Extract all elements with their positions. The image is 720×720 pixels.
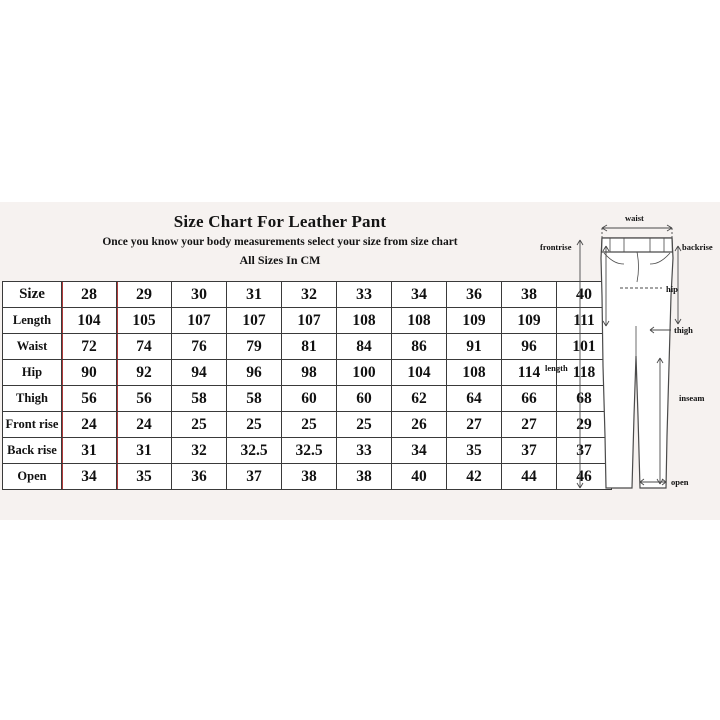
cell-open-29: 35 — [117, 464, 172, 490]
cell-waist-32: 81 — [282, 334, 337, 360]
cell-waist-34: 86 — [392, 334, 447, 360]
cell-hip-31: 96 — [227, 360, 282, 386]
cell-length-33: 108 — [337, 308, 392, 334]
cell-back-rise-32: 32.5 — [282, 438, 337, 464]
cell-thigh-33: 60 — [337, 386, 392, 412]
cell-hip-36: 108 — [447, 360, 502, 386]
label-thigh: thigh — [674, 325, 693, 335]
cell-front-rise-30: 25 — [172, 412, 227, 438]
table-row-hip — [3, 360, 612, 386]
cell-length-30: 107 — [172, 308, 227, 334]
cell-hip-38: 114 — [502, 360, 557, 386]
cell-open-28: 34 — [62, 464, 117, 490]
table-header-size-40: 40 — [557, 282, 612, 308]
cell-hip-28: 90 — [62, 360, 117, 386]
cell-front-rise-34: 26 — [392, 412, 447, 438]
cell-length-32: 107 — [282, 308, 337, 334]
cell-hip-29: 92 — [117, 360, 172, 386]
cell-back-rise-28: 31 — [62, 438, 117, 464]
cell-waist-33: 84 — [337, 334, 392, 360]
cell-open-34: 40 — [392, 464, 447, 490]
cell-open-40: 46 — [557, 464, 612, 490]
cell-length-40: 111 — [557, 308, 612, 334]
cell-front-rise-29: 24 — [117, 412, 172, 438]
cell-front-rise-31: 25 — [227, 412, 282, 438]
size-chart-table-body — [3, 282, 612, 490]
cell-length-38: 109 — [502, 308, 557, 334]
cell-waist-31: 79 — [227, 334, 282, 360]
cell-open-38: 44 — [502, 464, 557, 490]
label-hip: hip — [666, 284, 678, 294]
cell-thigh-34: 62 — [392, 386, 447, 412]
row-label-front-rise: Front rise — [3, 412, 62, 438]
cell-waist-29: 74 — [117, 334, 172, 360]
cell-open-36: 42 — [447, 464, 502, 490]
cell-thigh-29: 56 — [117, 386, 172, 412]
cell-hip-30: 94 — [172, 360, 227, 386]
cell-waist-40: 101 — [557, 334, 612, 360]
cell-open-30: 36 — [172, 464, 227, 490]
cell-hip-32: 98 — [282, 360, 337, 386]
cell-back-rise-34: 34 — [392, 438, 447, 464]
cell-front-rise-33: 25 — [337, 412, 392, 438]
cell-hip-34: 104 — [392, 360, 447, 386]
cell-thigh-28: 56 — [62, 386, 117, 412]
table-header-size-38: 38 — [502, 282, 557, 308]
row-label-thigh: Thigh — [3, 386, 62, 412]
cell-waist-28: 72 — [62, 334, 117, 360]
pant-measurement-diagram — [540, 206, 720, 512]
cell-waist-30: 76 — [172, 334, 227, 360]
cell-back-rise-36: 35 — [447, 438, 502, 464]
table-row-length — [3, 308, 612, 334]
cell-front-rise-32: 25 — [282, 412, 337, 438]
cell-length-31: 107 — [227, 308, 282, 334]
label-backrise: backrise — [682, 242, 713, 252]
cell-back-rise-40: 37 — [557, 438, 612, 464]
cell-back-rise-31: 32.5 — [227, 438, 282, 464]
row-label-hip: Hip — [3, 360, 62, 386]
table-row-waist — [3, 334, 612, 360]
cell-back-rise-33: 33 — [337, 438, 392, 464]
label-length: length — [545, 363, 568, 373]
cell-thigh-31: 58 — [227, 386, 282, 412]
cell-thigh-40: 68 — [557, 386, 612, 412]
cell-length-28: 104 — [62, 308, 117, 334]
cell-hip-33: 100 — [337, 360, 392, 386]
row-label-waist: Waist — [3, 334, 62, 360]
cell-thigh-30: 58 — [172, 386, 227, 412]
cell-open-31: 37 — [227, 464, 282, 490]
table-header-row — [3, 282, 612, 308]
chart-subtitle: Once you know your body measurements select your size from size chart — [102, 236, 458, 248]
cell-front-rise-40: 29 — [557, 412, 612, 438]
cell-length-29: 105 — [117, 308, 172, 334]
cell-thigh-38: 66 — [502, 386, 557, 412]
cell-back-rise-29: 31 — [117, 438, 172, 464]
row-label-length: Length — [3, 308, 62, 334]
cell-open-32: 38 — [282, 464, 337, 490]
table-header-size-31: 31 — [227, 282, 282, 308]
chart-units-note: All Sizes In CM — [239, 253, 321, 267]
label-waist: waist — [625, 213, 644, 223]
cell-thigh-32: 60 — [282, 386, 337, 412]
cell-length-34: 108 — [392, 308, 447, 334]
cell-open-33: 38 — [337, 464, 392, 490]
table-header-size-33: 33 — [337, 282, 392, 308]
cell-back-rise-38: 37 — [502, 438, 557, 464]
label-inseam: inseam — [679, 393, 705, 403]
cell-back-rise-30: 32 — [172, 438, 227, 464]
size-chart-table — [2, 281, 612, 490]
table-header-size-29: 29 — [117, 282, 172, 308]
cell-front-rise-28: 24 — [62, 412, 117, 438]
table-header-size-28: 28 — [62, 282, 117, 308]
table-header-size-32: 32 — [282, 282, 337, 308]
table-header-size: Size — [3, 282, 62, 308]
label-open: open — [671, 477, 689, 487]
cell-length-36: 109 — [447, 308, 502, 334]
row-label-open: Open — [3, 464, 62, 490]
pant-outline-shape — [601, 238, 673, 488]
table-header-size-30: 30 — [172, 282, 227, 308]
table-row-open — [3, 464, 612, 490]
chart-title: Size Chart For Leather Pant — [173, 212, 387, 231]
cell-waist-38: 96 — [502, 334, 557, 360]
chart-heading — [0, 212, 560, 268]
cell-thigh-36: 64 — [447, 386, 502, 412]
table-header-size-34: 34 — [392, 282, 447, 308]
label-frontrise: frontrise — [540, 242, 572, 252]
row-label-back-rise: Back rise — [3, 438, 62, 464]
cell-front-rise-36: 27 — [447, 412, 502, 438]
table-row-thigh — [3, 386, 612, 412]
cell-front-rise-38: 27 — [502, 412, 557, 438]
cell-hip-40: 118 — [557, 360, 612, 386]
table-row-back-rise — [3, 438, 612, 464]
table-header-size-36: 36 — [447, 282, 502, 308]
table-row-front-rise — [3, 412, 612, 438]
cell-waist-36: 91 — [447, 334, 502, 360]
